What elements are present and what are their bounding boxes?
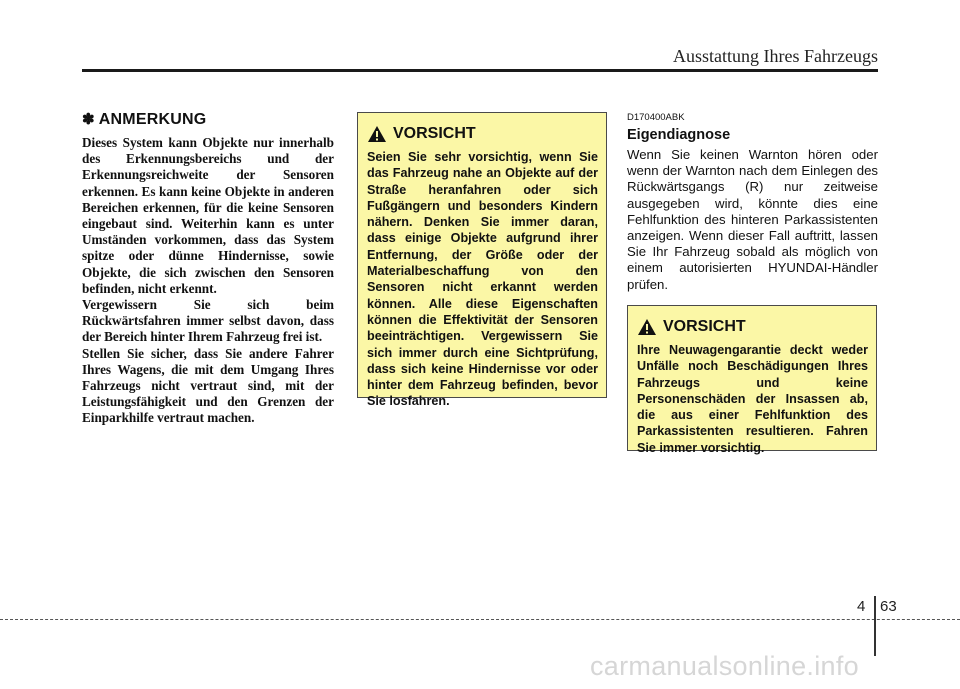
page-number: 63 [880,598,897,615]
note-paragraph: Dieses System kann Objekte nur innerhalb des Erkennungsbereichs und der Erkennungsreichweite der Sensoren erkennen. Es kann keine Objekte in anderen Bereichen erkennen, für die keine Sensoren eingebaut sind. Weiterhin kann es unter Umständen vorkommen, dass das System spitze oder dünne Hindernisse, sowie Objekte, die sich zwischen den Sensoren befinden, nicht erkennt. [82,135,334,296]
note-block [82,110,334,427]
watermark: carmanualsonline.info [590,651,859,681]
note-star-icon: ✽ [82,111,95,128]
section-title: Eigendiagnose [627,127,731,143]
note-heading [82,110,334,129]
chapter-number: 4 [857,598,866,615]
self-diagnosis-section [627,112,878,293]
note-paragraph: Stellen Sie sicher, dass Sie andere Fahrer Ihres Wagens, die mit dem Umgang Ihres Fahrzeugs nicht vertraut sind, mit der Leistungsfähigkeit und den Grenzen der Einparkhilfe vertraut machen. [82,345,334,426]
note-body [82,135,334,427]
header-rule [82,69,878,72]
page-number-divider [874,596,876,656]
section-body: Wenn Sie keinen Warnton hören oder wenn der Warnton nach dem Einlegen des Rückwärtsgangs (R) nur zeitweise ausgegeben wird, könnte dies eine Fehlfunktion des hinteren Parkassistenten anzeigen. Wenn dieser Fall auftritt, lassen Sie Ihr Fahrzeug sobald als möglich von einem autorisierten HYUNDAI-Händler prüfen. [627,147,878,292]
caution-box-parking [357,112,607,409]
section-code: D170400ABK [627,112,685,123]
caution-title [637,318,868,336]
note-heading-text: ANMERKUNG [98,111,207,128]
caution-box-warranty [627,305,877,455]
caution-text: Seien Sie sehr vorsichtig, wenn Sie das Fahrzeug nahe an Objekte auf der Straße heranfahren oder sich Fußgängern und besonders Kindern nähern. Denken Sie immer daran, dass einige Objekte aufgrund ihrer Entfernung, der Größe oder der Materialbeschaffung von den Sensoren nicht erkannt werden können. Alle diese Eigenschaften können die Effektivität der Sensoren beeinträchtigen. Vergewissern Sie sich immer durch eine Sichtprüfung, dass sich keine Hindernisse vor oder hinter dem Fahrzeug befinden, bevor Sie losfahren. [367,150,598,409]
warning-triangle-icon [637,318,657,336]
caution-title [367,125,598,143]
caution-text: Ihre Neuwagengarantie deckt weder Unfälle noch Beschädigungen Ihres Fahrzeugs und keine Personenschäden der Insassen ab, die aus einer Fehlfunktion des Parkassistenten resultieren. Fahren Sie immer vorsichtig. [637,343,868,455]
footer-rule [0,619,960,620]
running-header-title: Ausstattung Ihres Fahrzeugs [673,46,878,66]
note-paragraph: Vergewissern Sie sich beim Rückwärtsfahren immer selbst davon, dass der Bereich hinter Ihrem Fahrzeug frei ist. [82,297,334,345]
caution-title-text: VORSICHT [663,318,746,335]
caution-title-text: VORSICHT [393,125,476,142]
warning-triangle-icon [367,125,387,143]
